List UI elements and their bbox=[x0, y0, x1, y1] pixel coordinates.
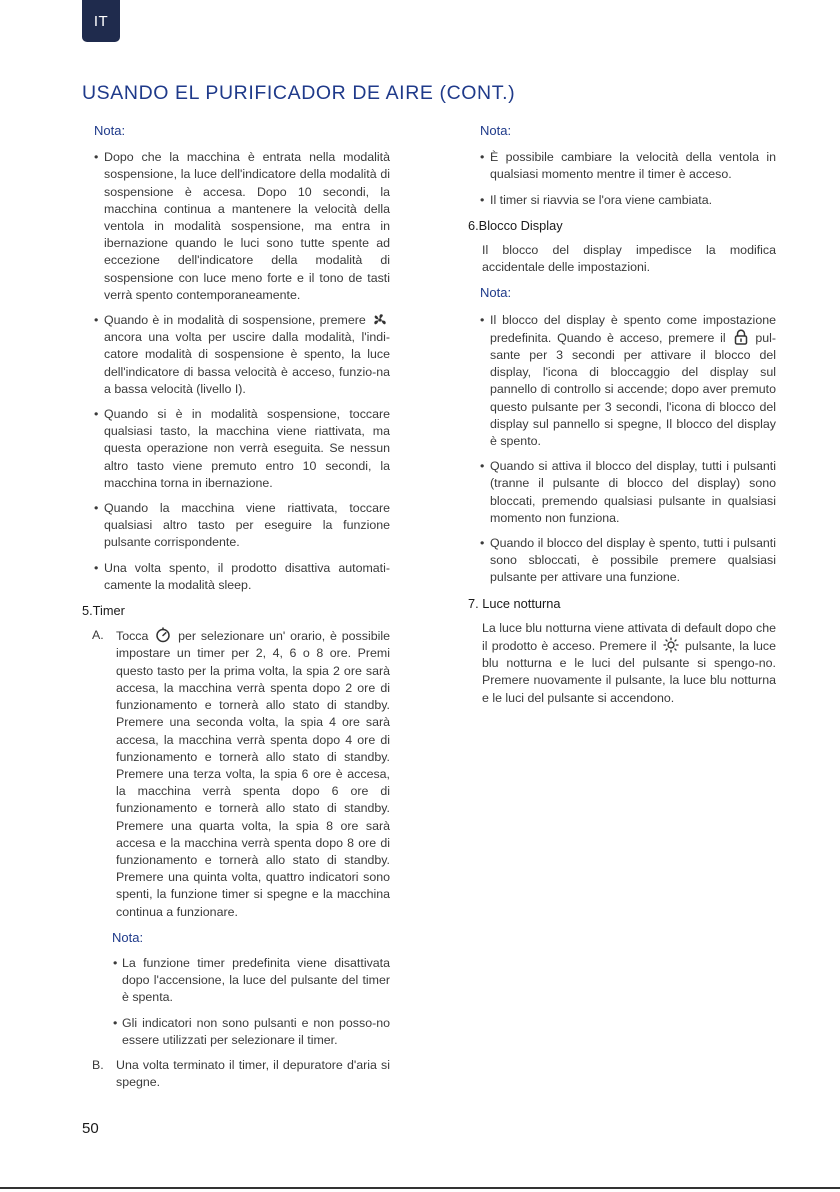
timer-notes-list bbox=[82, 955, 390, 1049]
night-light-description: La luce blu notturna viene attivata di default dopo che il prodotto è acceso. Premere il pulsante, la luce blu notturna e le luci del pulsante si spengo-no. Premere nuovamente il pulsante, la luce blu notturna e le luci del pulsante si accendono. bbox=[482, 620, 776, 705]
timer-step-b: B. Una volta terminato il timer, il depuratore d'aria si spegne. bbox=[92, 1057, 390, 1090]
page-number: 50 bbox=[82, 1120, 99, 1137]
display-lock-description: Il blocco del display impedisce la modifica accidentale delle impostazioni. bbox=[482, 243, 776, 275]
step-marker: B. bbox=[92, 1057, 104, 1072]
sleep-notes-list bbox=[82, 149, 390, 594]
timer-extra-notes-list bbox=[468, 149, 776, 209]
timer-icon bbox=[155, 627, 171, 643]
step-marker: A. bbox=[92, 628, 104, 643]
display-lock-notes-list bbox=[468, 312, 776, 587]
page-title: USANDO EL PURIFICADOR DE AIRE (CONT.) bbox=[82, 82, 516, 104]
timer-step-a: A. Tocca per selezionare un' orario, è possibile impostare un timer per 2, 4, 6 o 8 ore. Premi questo tasto per la prima volta, la spia 2 ore sarà accesa, la macchina verrà spenta dopo 2 ore di funzionamento e tornerà allo stato di standby. Premere una seconda volta, la spia 4 ore sarà accesa, la macchina verrà spenta dopo 4 ore di funzionamento e tornerà allo stato di standby. Premere una terza volta, la spia 6 ore è accesa, la macchina verrà spenta dopo 6 ore di funzionamento e tornerà allo stato di standby. Premere una quarta volta, la spia 8 ore sarà accesa e la macchina verrà spenta dopo 8 ore di funzionamento e tornerà allo stato di standby. Premere una quinta volta, quattro indicatori sono spenti, la funzione timer si spegne e la macchina continua a funzionare. bbox=[92, 628, 390, 919]
lock-icon bbox=[734, 329, 748, 345]
bottom-divider bbox=[0, 1187, 840, 1189]
fan-icon bbox=[372, 313, 388, 327]
list-item: • Il timer si riavvia se l'ora viene cambiata. bbox=[468, 192, 776, 209]
list-item: • La funzione timer predefinita viene disattivata dopo l'accensione, la luce del pulsante del timer è spenta. bbox=[82, 955, 390, 1007]
list-item: • Una volta spento, il prodotto disattiva automati-camente la modalità sleep. bbox=[82, 560, 390, 594]
list-item: • Quando si attiva il blocco del display, tutti i pulsanti (tranne il pulsante di blocco del display) sono bloccati, premendo qualsiasi pulsante in qualsiasi momento non funziona. bbox=[468, 458, 776, 527]
list-item: • Quando il blocco del display è spento, tutti i pulsanti sono sbloccati, è possibile premere qualsiasi pulsante per attivare una funzione. bbox=[468, 535, 776, 587]
left-column bbox=[82, 122, 390, 1097]
right-column bbox=[468, 122, 776, 715]
sun-icon bbox=[663, 637, 679, 653]
note-heading: Nota: bbox=[112, 929, 144, 945]
list-item: • Il blocco del display è spento come impostazione predefinita. Quando è acceso, premere il pul-sante per 3 secondi per attivare il blocco del display, l'icona di bloccaggio del display sul pannello di controllo si accende; dopo aver premuto questo pulsante per 3 secondi, l'icona di blocco del display sul pannello si spegne, Il blocco del display è spento. bbox=[468, 312, 776, 451]
list-item: • È possibile cambiare la velocità della ventola in qualsiasi momento mentre il timer è acceso. bbox=[468, 149, 776, 183]
list-item: • Gli indicatori non sono pulsanti e non posso-no essere utilizzati per selezionare il timer. bbox=[82, 1015, 390, 1049]
note-heading: Nota: bbox=[94, 123, 126, 138]
note-heading: Nota: bbox=[480, 285, 512, 301]
section-heading-display-lock: 6.Blocco Display bbox=[468, 217, 563, 233]
section-heading-timer: 5.Timer bbox=[82, 603, 125, 619]
language-tab: IT bbox=[82, 0, 120, 42]
list-item: • Quando è in modalità di sospensione, premere ancora una volta per uscire dalla modalità, l'indi-catore modalità di sospensione è spento, la luce dell'indicatore di bassa velocità è acceso, funzio-na a bassa velocità (livello I). bbox=[82, 312, 390, 398]
section-heading-night-light: 7. Luce notturna bbox=[468, 595, 561, 611]
note-heading: Nota: bbox=[480, 123, 512, 138]
list-item: • Dopo che la macchina è entrata nella modalità sospensione, la luce dell'indicatore della modalità di sospensione è accesa. Dopo 10 secondi, la macchina continua a mantenere la velocità della ventola in modalità sospensione, ma entra in ibernazione quando le luci sono tutte spente ad eccezione dell'indicatore della modalità di sospensione con luce meno forte e il tono de tasti verrà spento contemporaneamente. bbox=[82, 149, 390, 304]
list-item: • Quando si è in modalità sospensione, toccare qualsiasi tasto, la macchina viene riattivata, ma questa operazione non verrà eseguita. Se nessun altro tasto viene premuto entro 10 secondi, la macchina torna in ibernazione. bbox=[82, 406, 390, 492]
list-item: • Quando la macchina viene riattivata, toccare qualsiasi altro tasto per eseguire la funzione pulsante corrispondente. bbox=[82, 500, 390, 552]
